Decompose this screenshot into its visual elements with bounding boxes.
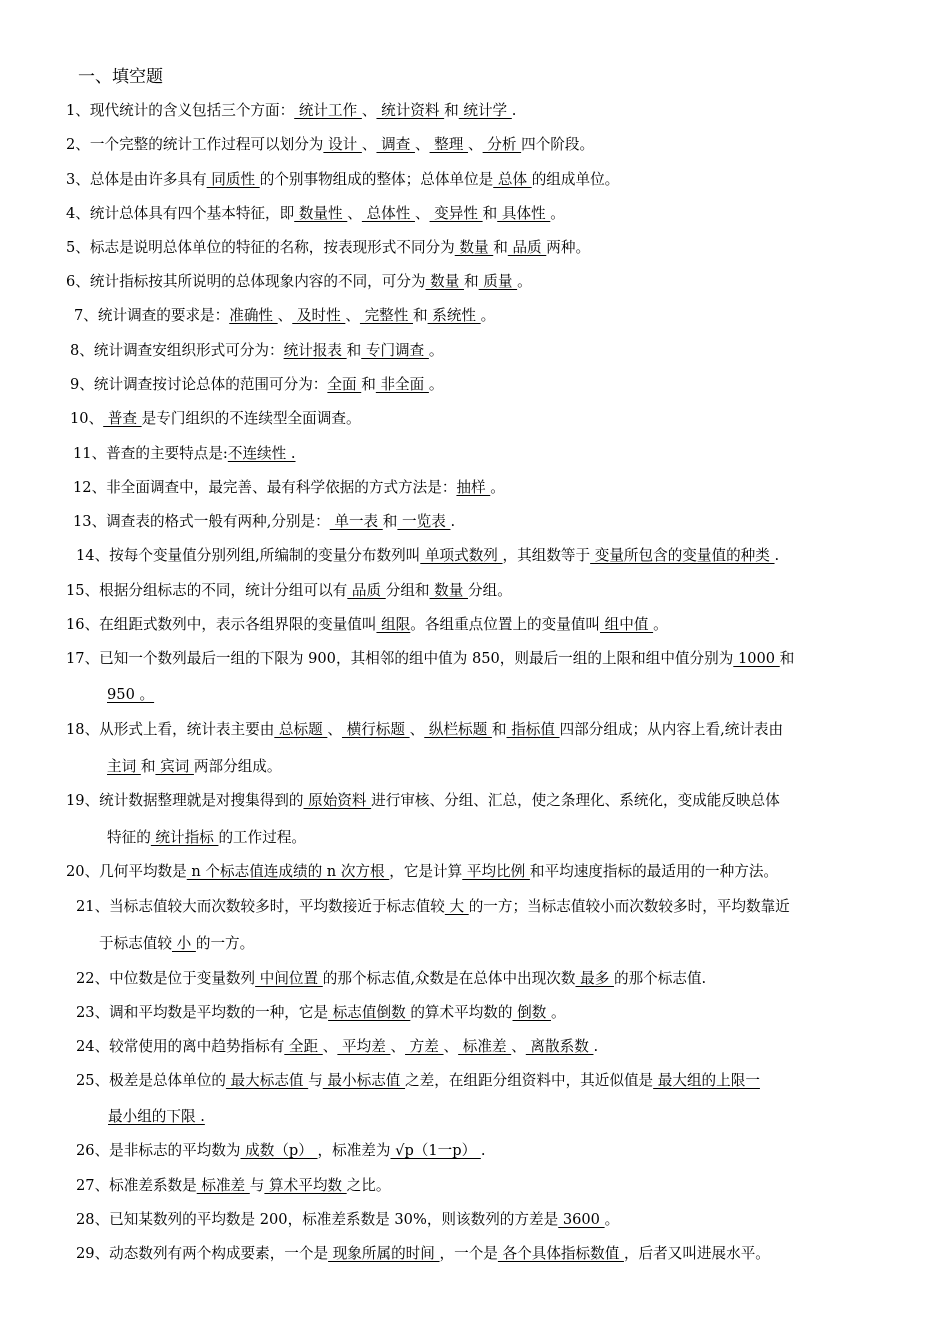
answer-blank: 算术平均数 (264, 1177, 347, 1194)
answer-blank: 方差 (405, 1038, 444, 1055)
answer-blank: 设计 (323, 136, 362, 153)
question-text: 是专门组织的不连续型全面调查。 (141, 410, 361, 427)
question-text: 5、标志是说明总体单位的特征的名称，按表现形式不同分为 (66, 239, 455, 256)
question-text: 23、调和平均数是平均数的一种，它是 (76, 1004, 329, 1021)
question-text: 11、普查的主要特点是: (73, 445, 228, 462)
question-line (76, 1036, 598, 1058)
question-text: 14、按每个变量值分别列组,所编制的变量分布数列叫 (76, 547, 421, 564)
question-text: ，后者又叫进展水平。 (623, 1245, 770, 1262)
question-text: 8、统计调查安组织形式可分为： (70, 342, 284, 359)
question-text: 、 (511, 1038, 526, 1055)
answer-blank: 950 。 (107, 686, 155, 703)
answer-blank: 平均比例 (462, 863, 530, 880)
question-text: 分组和 (385, 582, 430, 599)
answer-blank: 品质 (347, 582, 386, 599)
question-text: 的那个标志值,众数是在总体中出现次数 (322, 970, 576, 987)
question-text: 、 (468, 136, 483, 153)
question-line (66, 719, 783, 741)
answer-blank: 1000 (733, 650, 780, 667)
question-text: 、 (361, 136, 377, 153)
question-text: 20、几何平均数是 (66, 863, 187, 880)
question-text: 12、非全面调查中，最完善、最有科学依据的方式方法是： (73, 479, 457, 496)
question-line (66, 614, 668, 636)
question-text: 的那个标志值. (613, 970, 707, 987)
question-text: 的组成单位。 (531, 171, 620, 188)
question-line (73, 511, 455, 533)
answer-blank: 总体性 (361, 205, 415, 222)
answer-blank: 整理 (429, 136, 469, 153)
question-text: 、 (347, 205, 362, 222)
question-text: 16、在组距式数列中，表示各组界限的变量值叫 (66, 616, 377, 633)
answer-blank: 标志值倒数 (328, 1004, 411, 1021)
answer-blank: 最小标志值 (322, 1072, 406, 1089)
question-text: 之差，在组距分组资料中，其近似值是 (405, 1072, 654, 1089)
question-line (76, 545, 779, 567)
answer-blank: 质量 (478, 273, 518, 290)
answer-blank: 统计资料 (376, 102, 445, 119)
question-text: 、 (414, 136, 430, 153)
answer-blank: 最大标志值 (225, 1072, 309, 1089)
question-text: 1、现代统计的含义包括三个方面： (66, 102, 295, 119)
question-line (66, 134, 594, 156)
question-text: 、 (345, 307, 360, 324)
answer-blank: 品质 (507, 239, 547, 256)
question-text: ，一个是 (439, 1245, 498, 1262)
question-text: . (480, 1142, 486, 1159)
question-text: 与 (308, 1072, 323, 1089)
question-text: 。 (604, 1211, 620, 1228)
question-text: 的个别事物组成的整体；总体单位是 (259, 171, 494, 188)
question-text: . (450, 513, 456, 530)
question-text: 10、 (70, 410, 104, 427)
question-text: 于标志值较 (99, 935, 172, 952)
question-line (74, 305, 495, 327)
answer-blank: 总体 (493, 171, 532, 188)
answer-blank: 大 (444, 898, 469, 915)
question-line (107, 827, 306, 849)
answer-blank: 统计报表 (283, 342, 347, 359)
question-text: . (774, 547, 780, 564)
question-line (66, 580, 512, 602)
answer-blank: 普查 (103, 410, 142, 427)
answer-blank: 小 (171, 935, 196, 952)
answer-blank: 调查 (376, 136, 415, 153)
answer-blank: 及时性 (292, 307, 346, 324)
answer-blank: 成数（p） (240, 1142, 318, 1159)
question-text: 两部分组成。 (193, 758, 282, 775)
question-text: 18、从形式上看，统计表主要由 (66, 721, 275, 738)
answer-blank: 总标题 (274, 721, 328, 738)
question-line (66, 100, 516, 122)
answer-blank: 数量性 (294, 205, 348, 222)
question-text: 与 (249, 1177, 265, 1194)
question-text: 、 (414, 205, 430, 222)
answer-blank: 准确性 (229, 307, 278, 324)
question-text: 和 (493, 239, 508, 256)
answer-blank: 现象所属的时间 (328, 1245, 440, 1262)
answer-blank: 一览表 (397, 513, 451, 530)
answer-blank: 非全面 (375, 376, 429, 393)
question-line (70, 374, 444, 396)
question-text: 和 (444, 102, 459, 119)
question-text: 。 (490, 479, 505, 496)
question-text: 之比。 (346, 1177, 391, 1194)
question-text: 和 (779, 650, 795, 667)
answer-blank: 全面 (327, 376, 362, 393)
answer-blank: 同质性 (206, 171, 260, 188)
question-line (99, 933, 254, 955)
answer-blank: 变量所包含的变量值的种类 (590, 547, 775, 564)
question-line (66, 203, 565, 225)
question-text: 和 (346, 342, 362, 359)
question-text: 、 (327, 721, 342, 738)
question-text: 、 (390, 1038, 406, 1055)
question-text: 25、极差是总体单位的 (76, 1072, 226, 1089)
answer-blank: 完整性 (359, 307, 413, 324)
answer-blank: 变异性 (429, 205, 483, 222)
answer-blank: 统计指标 (150, 829, 219, 846)
question-text: 。 (653, 616, 668, 633)
question-text: 、 (443, 1038, 459, 1055)
answer-blank: 统计工作 (294, 102, 362, 119)
question-text: 27、标准差系数是 (76, 1177, 197, 1194)
question-text: 和平均速度指标的最适用的一种方法。 (529, 863, 779, 880)
answer-blank: 平均差 (337, 1038, 391, 1055)
question-text: 3、总体是由许多具有 (66, 171, 207, 188)
answer-blank: 标准差 (196, 1177, 250, 1194)
answer-blank: 离散系数 (525, 1038, 594, 1055)
question-text: 21、当标志值较大而次数较多时，平均数接近于标志值较 (76, 898, 445, 915)
question-text: 7、统计调查的要求是： (74, 307, 230, 324)
question-line (66, 271, 532, 293)
answer-blank: 主词 (107, 758, 141, 775)
answer-blank: 全距 (284, 1038, 323, 1055)
question-text: 15、根据分组标志的不同，统计分组可以有 (66, 582, 348, 599)
answer-blank: 中间位置 (255, 970, 323, 987)
answer-blank: 分析 (482, 136, 522, 153)
question-text: 。 (480, 307, 496, 324)
question-text: 、 (277, 307, 293, 324)
question-text: 的一方；当标志值较小而次数较多时，平均数靠近 (468, 898, 790, 915)
answer-blank: 横行标题 (341, 721, 410, 738)
answer-blank: 数量 (429, 582, 468, 599)
answer-blank: 纵栏标题 (424, 721, 492, 738)
answer-blank: 倒数 (512, 1004, 551, 1021)
answer-blank: 单一表 (329, 513, 383, 530)
question-text: 和 (140, 758, 156, 775)
question-text: 。 (428, 342, 444, 359)
question-text: ，它是计算 (389, 863, 463, 880)
section-heading: 一、填空题 (78, 67, 163, 87)
question-line (70, 408, 361, 430)
answer-blank: 组限 (376, 616, 411, 633)
question-text: 和 (464, 273, 479, 290)
question-line (73, 477, 505, 499)
question-text: 。 (550, 1004, 566, 1021)
answer-blank: 原始资料 (303, 792, 372, 809)
question-line (66, 648, 794, 670)
question-text: 和 (413, 307, 428, 324)
question-line (66, 237, 590, 259)
question-text: 和 (382, 513, 398, 530)
question-text: 两种。 (546, 239, 591, 256)
answer-blank: 组中值 (600, 616, 654, 633)
answer-blank: 指标值 (506, 721, 560, 738)
question-line (76, 1140, 485, 1162)
answer-blank: √p（1一p） (390, 1142, 481, 1159)
question-line (107, 756, 281, 778)
question-text: 2、一个完整的统计工作过程可以划分为 (66, 136, 324, 153)
answer-blank: 标准差 (458, 1038, 512, 1055)
question-line (73, 443, 296, 465)
question-line (107, 684, 154, 706)
question-text: 9、统计调查按讨论总体的范围可分为： (70, 376, 328, 393)
question-text: 。 (517, 273, 532, 290)
question-text: 的算术平均数的 (410, 1004, 513, 1021)
answer-blank: 最大组的上限一 (653, 1072, 760, 1089)
question-text: 和 (482, 205, 498, 222)
question-text: 26、是非标志的平均数为 (76, 1142, 241, 1159)
answer-blank: 系统性 (427, 307, 481, 324)
question-line (76, 1175, 390, 1197)
answer-blank: n 个标志值连成绩的 n 次方根 (186, 863, 390, 880)
question-line (108, 1106, 205, 1128)
question-line (66, 790, 780, 812)
question-line (66, 169, 619, 191)
question-text: 、 (322, 1038, 338, 1055)
question-line (76, 1002, 566, 1024)
question-text: 和 (361, 376, 376, 393)
question-text: 进行审核、分组、汇总，使之条理化、系统化，变成能反映总体 (371, 792, 780, 809)
question-text: . (511, 102, 517, 119)
answer-blank: 不连续性 . (227, 445, 296, 462)
question-text: 29、动态数列有两个构成要素，一个是 (76, 1245, 329, 1262)
question-text: 、 (361, 102, 377, 119)
question-text: 的一方。 (195, 935, 255, 952)
answer-blank: 统计学 (458, 102, 512, 119)
answer-blank: 单项式数列 (420, 547, 503, 564)
question-text: 24、较常使用的离中趋势指标有 (76, 1038, 285, 1055)
answer-blank: 最小组的下限 . (108, 1108, 205, 1125)
question-line (76, 968, 706, 990)
answer-blank: 数量 (425, 273, 465, 290)
answer-blank: 专门调查 (361, 342, 429, 359)
answer-blank: 各个具体指标数值 (497, 1245, 624, 1262)
answer-blank: 具体性 (497, 205, 551, 222)
question-text: 四个阶段。 (521, 136, 595, 153)
question-text: 6、统计指标按其所说明的总体现象内容的不同，可分为 (66, 273, 426, 290)
question-text: 28、已知某数列的平均数是 200，标准差系数是 30%，则该数列的方差是 (76, 1211, 559, 1228)
answer-blank: 数量 (454, 239, 494, 256)
question-text: 19、统计数据整理就是对搜集得到的 (66, 792, 304, 809)
question-text: . (593, 1038, 599, 1055)
question-text: 。 (428, 376, 444, 393)
question-text: 、 (409, 721, 425, 738)
question-line (76, 896, 790, 918)
question-text: 和 (491, 721, 507, 738)
question-text: 特征的 (107, 829, 151, 846)
question-text: 。各组重点位置上的变量值叫 (410, 616, 601, 633)
question-line (66, 861, 778, 883)
question-text: 的工作过程。 (218, 829, 307, 846)
question-text: ，标准差为 (317, 1142, 391, 1159)
question-line (76, 1070, 760, 1092)
question-text: 四部分组成；从内容上看,统计表由 (559, 721, 784, 738)
question-line (76, 1243, 770, 1265)
question-line (70, 340, 444, 362)
question-text: 22、中位数是位于变量数列 (76, 970, 256, 987)
question-text: 分组。 (468, 582, 512, 599)
question-line (76, 1209, 619, 1231)
question-text: 4、统计总体具有四个基本特征，即 (66, 205, 295, 222)
answer-blank: 最多 (575, 970, 614, 987)
answer-blank: 抽样 (456, 479, 491, 496)
question-text: 13、调查表的格式一般有两种,分别是： (73, 513, 330, 530)
question-text: 17、已知一个数列最后一组的下限为 900，其相邻的组中值为 850，则最后一组的上限和组中值分别为 (66, 650, 734, 667)
question-text: 。 (550, 205, 565, 222)
answer-blank: 宾词 (155, 758, 194, 775)
question-text: ，其组数等于 (502, 547, 591, 564)
answer-blank: 3600 (558, 1211, 605, 1228)
